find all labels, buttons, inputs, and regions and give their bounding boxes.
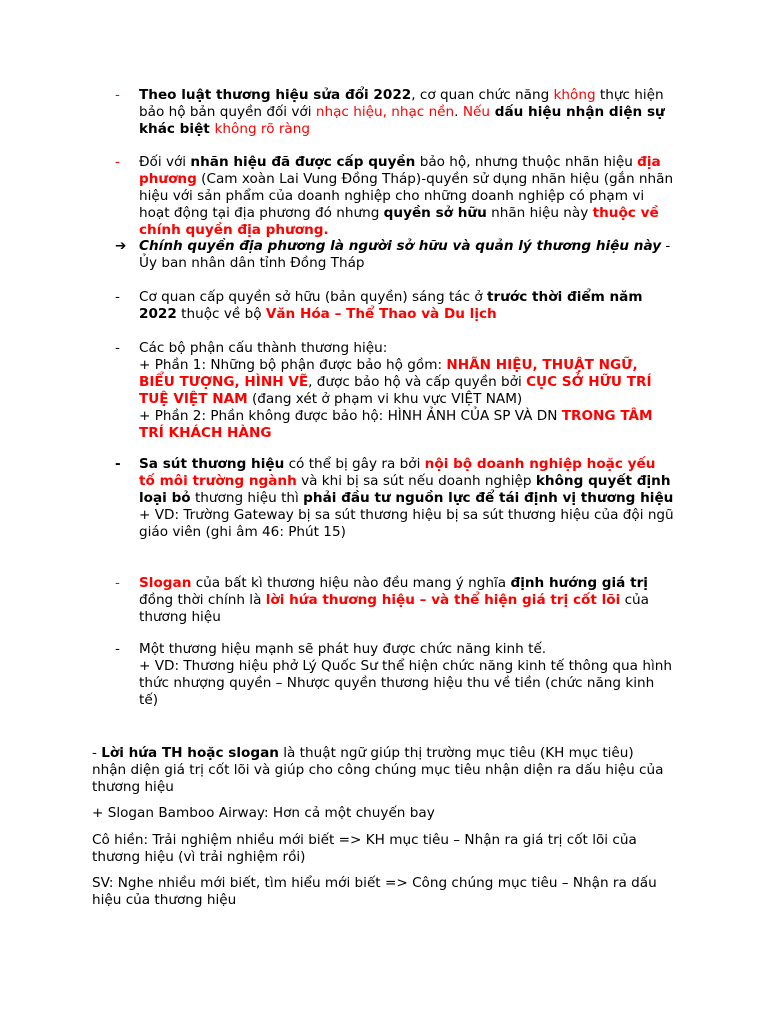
text-run: bảo hộ, nhưng thuộc nhãn hiệu	[415, 154, 638, 170]
text-run: thuộc về chính quyền địa phương.	[139, 205, 659, 238]
text-run: Theo luật thương hiệu sửa đổi 2022	[139, 87, 412, 103]
text-run: quyền sở hữu	[383, 205, 487, 221]
text-run: lời hứa thương hiệu – và thể hiện giá trị cốt lõi	[265, 592, 621, 608]
arrow-text	[139, 238, 675, 272]
bullet-item-copyright-agency	[115, 289, 675, 323]
text-line	[139, 357, 675, 408]
text-run: nhạc hiệu, nhạc nền	[315, 104, 455, 120]
text-run: + VD: Trường Gateway bị sa sút thương hiệu bị sa sút thương hiệu của đội ngũ giáo viên (ghi âm 46: Phút 15)	[139, 507, 674, 540]
text-run: không rõ ràng	[214, 121, 310, 137]
text-run: CỤC SỞ HỮU TRÍ TUỆ VIỆT NAM	[139, 374, 652, 407]
bullet-item-slogan	[115, 575, 675, 626]
arrow-icon: ➔	[115, 238, 127, 254]
bullet-text	[139, 641, 675, 709]
text-run: NHÃN HIỆU, THUẬT NGỮ, BIỂU TƯỢNG, HÌNH VẼ	[139, 357, 638, 390]
bullet-marker: -	[115, 575, 120, 591]
text-run: dấu hiệu nhận diện sự khác biệt	[139, 104, 665, 137]
bullet-marker: -	[115, 456, 121, 472]
bullet-text	[139, 87, 675, 138]
text-run: TRONG TÂM TRÍ KHÁCH HÀNG	[139, 408, 653, 441]
text-run: Cơ quan cấp quyền sở hữu (bản quyền) sáng tác ở	[139, 289, 488, 305]
text-run: Văn Hóa – Thể Thao và Du lịch	[265, 306, 497, 322]
text-run: , cơ quan chức năng	[411, 87, 554, 103]
text-run: Một thương hiệu mạnh sẽ phát huy được chức năng kinh tế.	[139, 641, 547, 657]
text-run: Các bộ phận cấu thành thương hiệu:	[139, 340, 388, 356]
bullet-text	[139, 154, 675, 239]
text-run: và khi bị sa sút nếu doanh nghiệp	[296, 473, 536, 489]
arrow-item-local-authority	[115, 238, 675, 272]
text-run: Slogan	[139, 575, 192, 591]
text-run: (Cam xoàn Lai Vung Đồng Tháp)-quyền sử dụng nhãn hiệu (gắn nhãn hiệu với sản phẩm của doanh nghiệp cho những doanh nghiệp có phạm vi hoạt động tại địa phương đó nhưng	[139, 171, 674, 221]
bullet-marker: -	[115, 340, 120, 356]
text-run: không	[553, 87, 596, 103]
text-run: đồng thời chính là	[139, 592, 266, 608]
text-run: (đang xét ở phạm vi khu vực VIỆT NAM)	[247, 391, 523, 407]
text-run: -	[92, 745, 102, 761]
text-run: Lời hứa TH hoặc slogan	[101, 745, 279, 761]
bullet-item-local-trademark	[115, 154, 675, 239]
paragraph-teacher-note: Cô hiền: Trải nghiệm nhiều mới biết => KH mục tiêu – Nhận ra giá trị cốt lõi của thương hiệu (vì trải nghiệm rồi)	[92, 832, 637, 865]
bullet-item-strong-brand	[115, 641, 675, 709]
bullet-item-brand-components	[115, 340, 675, 442]
text-run: Chính quyền địa phương là người sở hữu và quản lý thương hiệu này	[139, 238, 662, 254]
text-run: không quyết định loại bỏ	[139, 473, 671, 506]
bullet-item-brand-decline	[115, 456, 675, 541]
text-line	[139, 408, 675, 442]
text-run: Đối với	[139, 154, 191, 170]
bullet-marker: -	[115, 87, 120, 103]
bullet-text	[139, 575, 675, 626]
text-run: thuộc về bộ	[176, 306, 266, 322]
text-run: phải đầu tư nguồn lực để tái định vị thương hiệu	[303, 490, 674, 506]
bullet-marker: -	[115, 641, 120, 657]
text-run: của thương hiệu	[139, 592, 649, 625]
text-run: , được bảo hộ và cấp quyền bởi	[308, 374, 527, 390]
paragraph-bamboo-slogan: + Slogan Bamboo Airway: Hơn cả một chuyến bay	[92, 805, 435, 821]
text-run: nhãn hiệu này	[486, 205, 593, 221]
text-run: thực hiện bảo hộ bản quyền đối với	[139, 87, 664, 120]
text-run: định hướng giá trị	[510, 575, 648, 591]
paragraph-student-note: SV: Nghe nhiều mới biết, tìm hiểu mới biết => Công chúng mục tiêu – Nhận ra dấu hiệu của thương hiệu	[92, 875, 657, 908]
bullet-text	[139, 289, 675, 323]
bullet-text	[139, 456, 675, 541]
text-run: của bất kì thương hiệu nào đều mang ý nghĩa	[191, 575, 511, 591]
text-run: Sa sút thương hiệu	[139, 456, 285, 472]
text-run: có thể bị gây ra bởi	[284, 456, 425, 472]
text-run: nội bộ doanh nghiệp hoặc yếu tố môi trường ngành	[139, 456, 656, 489]
paragraph-brand-promise	[92, 745, 672, 796]
text-run: + Phần 1: Những bộ phận được bảo hộ gồm:	[139, 357, 447, 373]
text-run: + Phần 2: Phần không được bảo hộ: HÌNH ẢNH CỦA SP VÀ DN	[139, 408, 562, 424]
text-run: thương hiệu thì	[190, 490, 304, 506]
text-run: trước thời điểm năm 2022	[139, 289, 643, 322]
text-run: địa phương	[139, 154, 661, 187]
text-run: - Ủy ban nhân dân tỉnh Đồng Tháp	[139, 238, 671, 271]
bullet-marker: -	[115, 289, 120, 305]
text-line	[139, 456, 675, 507]
bullet-item-trademark-law	[115, 87, 675, 138]
text-run: nhãn hiệu đã được cấp quyền	[190, 154, 416, 170]
bullet-marker: -	[115, 154, 120, 170]
text-run: .	[454, 104, 463, 120]
bullet-text	[139, 340, 675, 442]
text-run: là thuật ngữ giúp thị trường mục tiêu (KH mục tiêu) nhận diện giá trị cốt lõi và giúp cho công chúng mục tiêu nhận diện ra dấu hiệu của thương hiệu	[92, 745, 664, 795]
text-run: Nếu	[462, 104, 490, 120]
text-run: + VD: Thương hiệu phở Lý Quốc Sư thể hiện chức năng kinh tế thông qua hình thức nhượng quyền – Nhược quyền thương hiệu thu về tiền (chức năng kinh tế)	[139, 658, 672, 708]
